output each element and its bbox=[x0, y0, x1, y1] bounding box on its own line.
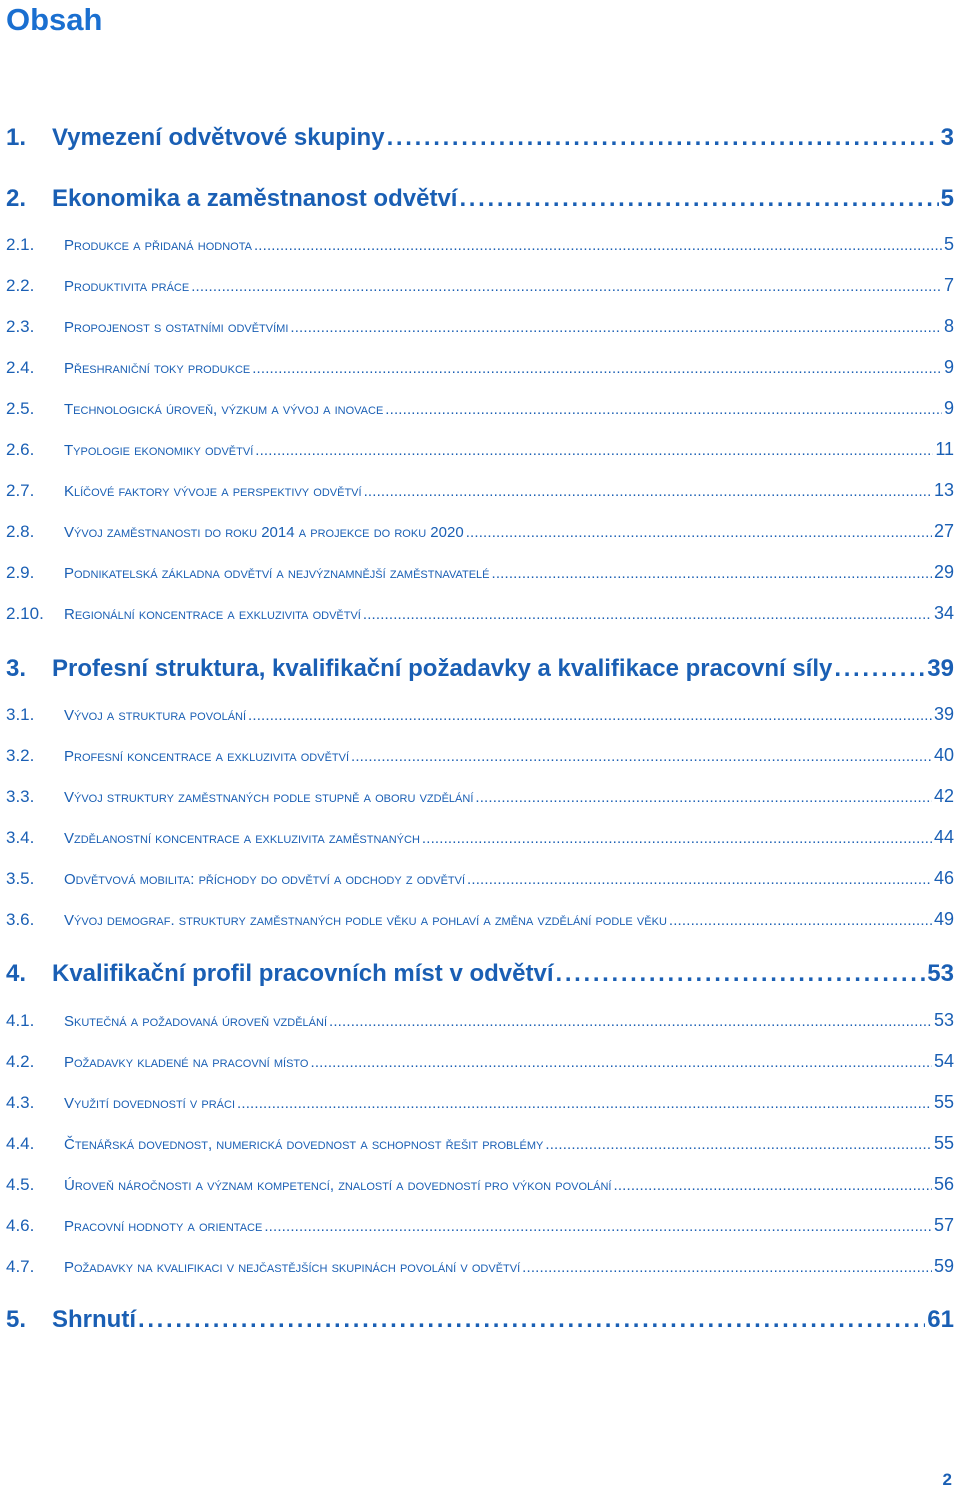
toc-dot-leader bbox=[475, 789, 932, 806]
toc-entry-number: 3.6. bbox=[6, 910, 35, 929]
toc-section-entry[interactable] bbox=[6, 521, 954, 545]
toc-section-entry[interactable] bbox=[6, 357, 954, 381]
toc-entry-title: Profesní struktura, kvalifikační požadavky a kvalifikace pracovní síly bbox=[52, 655, 833, 682]
toc-chapter-entry[interactable] bbox=[6, 960, 954, 994]
toc-entry-page: 39 bbox=[927, 655, 954, 682]
toc-dot-leader bbox=[613, 1177, 931, 1194]
toc-dot-leader bbox=[555, 960, 925, 988]
toc-entry-page: 5 bbox=[943, 234, 954, 254]
toc-entry-page: 8 bbox=[943, 316, 954, 336]
toc-dot-leader bbox=[248, 707, 932, 724]
toc-entry-title: Podnikatelská základna odvětví a nejvýznamnější zaměstnavatelé bbox=[64, 565, 490, 582]
toc-entry-number: 2. bbox=[6, 185, 27, 212]
toc-entry-number: 3.1. bbox=[6, 705, 35, 724]
toc-dot-leader bbox=[191, 278, 942, 295]
toc-entry-title: Typologie ekonomiky odvětví bbox=[64, 442, 254, 459]
toc-dot-leader bbox=[351, 748, 932, 765]
toc-entry-number: 2.3. bbox=[6, 317, 35, 336]
toc-entry-number: 3. bbox=[6, 655, 27, 682]
toc-section-entry[interactable] bbox=[6, 439, 954, 463]
toc-entry-page: 34 bbox=[933, 603, 954, 623]
toc-entry-page: 55 bbox=[933, 1133, 954, 1153]
toc-entry-title: Profesní koncentrace a exkluzivita odvětví bbox=[64, 748, 350, 765]
toc-entry-title: Kvalifikační profil pracovních míst v odvětví bbox=[52, 960, 554, 987]
toc-entry-page: 55 bbox=[933, 1092, 954, 1112]
toc-entry-page: 9 bbox=[943, 357, 954, 377]
toc-entry-title: Využití dovedností v práci bbox=[64, 1095, 236, 1112]
toc-entry-title: Shrnutí bbox=[52, 1306, 136, 1333]
toc-entry-number: 2.6. bbox=[6, 440, 35, 459]
toc-dot-leader bbox=[459, 185, 938, 213]
toc-entry-page: 46 bbox=[933, 868, 954, 888]
toc-entry-page: 3 bbox=[940, 124, 954, 151]
toc-entry-number: 3.5. bbox=[6, 869, 35, 888]
toc-entry-title: Produktivita práce bbox=[64, 278, 190, 295]
toc-entry-number: 2.10. bbox=[6, 604, 44, 623]
toc-section-entry[interactable] bbox=[6, 562, 954, 586]
toc-section-entry[interactable] bbox=[6, 398, 954, 422]
page-title: Obsah bbox=[6, 2, 103, 37]
toc-entry-number: 4.1. bbox=[6, 1011, 35, 1030]
toc-dot-leader bbox=[522, 1259, 932, 1276]
toc-entry-page: 54 bbox=[933, 1051, 954, 1071]
toc-entry-number: 4. bbox=[6, 960, 27, 987]
toc-section-entry[interactable] bbox=[6, 1051, 954, 1075]
toc-entry-title: Skutečná a požadovaná úroveň vzdělání bbox=[64, 1013, 328, 1030]
toc-dot-leader bbox=[364, 483, 932, 500]
toc-section-entry[interactable] bbox=[6, 1133, 954, 1157]
toc-entry-number: 3.3. bbox=[6, 787, 35, 806]
toc-entry-title: Vývoj a struktura povolání bbox=[64, 707, 247, 724]
toc-entry-number: 2.7. bbox=[6, 481, 35, 500]
toc-entry-page: 42 bbox=[933, 786, 954, 806]
toc-entry-page: 59 bbox=[933, 1256, 954, 1276]
toc-entry-page: 13 bbox=[933, 480, 954, 500]
toc-dot-leader bbox=[290, 319, 942, 336]
toc-section-entry[interactable] bbox=[6, 480, 954, 504]
toc-section-entry[interactable] bbox=[6, 316, 954, 340]
toc-entry-page: 9 bbox=[943, 398, 954, 418]
toc-entry-page: 39 bbox=[933, 704, 954, 724]
toc-dot-leader bbox=[834, 655, 925, 683]
toc-dot-leader bbox=[492, 565, 932, 582]
toc-dot-leader bbox=[237, 1095, 932, 1112]
toc-entry-page: 7 bbox=[943, 275, 954, 295]
toc-entry-number: 4.7. bbox=[6, 1257, 35, 1276]
toc-entry-title: Vzdělanostní koncentrace a exkluzivita zaměstnaných bbox=[64, 830, 420, 847]
toc-entry-number: 2.8. bbox=[6, 522, 35, 541]
toc-entry-number: 4.5. bbox=[6, 1175, 35, 1194]
toc-dot-leader bbox=[252, 360, 942, 377]
toc-entry-title: Vývoj zaměstnanosti do roku 2014 a projekce do roku 2020 bbox=[64, 524, 464, 541]
toc-dot-leader bbox=[545, 1136, 932, 1153]
toc-entry-page: 11 bbox=[935, 439, 954, 459]
toc-entry-title: Propojenost s ostatními odvětvími bbox=[64, 319, 289, 336]
toc-entry-title: Produkce a přidaná hodnota bbox=[64, 237, 252, 254]
toc-entry-page: 56 bbox=[933, 1174, 954, 1194]
toc-entry-page: 44 bbox=[933, 827, 954, 847]
toc-section-entry[interactable] bbox=[6, 827, 954, 851]
toc-dot-leader bbox=[329, 1013, 932, 1030]
toc-chapter-entry[interactable] bbox=[6, 655, 954, 689]
toc-entry-page: 61 bbox=[927, 1306, 954, 1333]
toc-entry-title: Regionální koncentrace a exkluzivita odvětví bbox=[64, 606, 361, 623]
toc-dot-leader bbox=[385, 401, 942, 418]
toc-entry-title: Vymezení odvětvové skupiny bbox=[52, 124, 385, 151]
toc-section-entry[interactable] bbox=[6, 909, 954, 933]
toc-entry-title: Požadavky na kvalifikaci v nejčastějších skupinách povolání v odvětví bbox=[64, 1259, 521, 1276]
page-number: 2 bbox=[942, 1470, 952, 1489]
toc-entry-number: 2.4. bbox=[6, 358, 35, 377]
toc-section-entry[interactable] bbox=[6, 868, 954, 892]
toc-chapter-entry[interactable] bbox=[6, 124, 954, 158]
toc-dot-leader bbox=[138, 1306, 925, 1334]
toc-entry-number: 2.9. bbox=[6, 563, 35, 582]
toc-section-entry[interactable] bbox=[6, 1256, 954, 1280]
toc-entry-page: 53 bbox=[927, 960, 954, 987]
toc-dot-leader bbox=[387, 124, 939, 152]
toc-dot-leader bbox=[669, 912, 932, 929]
toc-chapter-entry[interactable] bbox=[6, 185, 954, 219]
toc-section-entry[interactable] bbox=[6, 786, 954, 810]
toc-entry-number: 4.4. bbox=[6, 1134, 35, 1153]
toc-dot-leader bbox=[467, 871, 932, 888]
toc-section-entry[interactable] bbox=[6, 275, 954, 299]
toc-section-entry[interactable] bbox=[6, 1174, 954, 1198]
toc-section-entry[interactable] bbox=[6, 1092, 954, 1116]
toc-entry-title: Vývoj demograf. struktury zaměstnaných podle věku a pohlaví a změna vzdělání podle věku bbox=[64, 912, 667, 929]
toc-entry-title: Úroveň náročnosti a význam kompetencí, znalostí a dovedností pro výkon povolání bbox=[64, 1177, 612, 1194]
toc-entry-number: 2.1. bbox=[6, 235, 35, 254]
toc-entry-title: Čtenářská dovednost, numerická dovednost a schopnost řešit problémy bbox=[64, 1136, 544, 1153]
toc-section-entry[interactable] bbox=[6, 603, 954, 627]
toc-entry-page: 57 bbox=[933, 1215, 954, 1235]
toc-entry-page: 49 bbox=[933, 909, 954, 929]
toc-chapter-entry[interactable] bbox=[6, 1306, 954, 1340]
toc-section-entry[interactable] bbox=[6, 234, 954, 258]
toc-entry-number: 4.6. bbox=[6, 1216, 35, 1235]
toc-entry-page: 29 bbox=[933, 562, 954, 582]
toc-entry-title: Pracovní hodnoty a orientace bbox=[64, 1218, 263, 1235]
toc-entry-number: 3.2. bbox=[6, 746, 35, 765]
toc-section-entry[interactable] bbox=[6, 704, 954, 728]
toc-dot-leader bbox=[264, 1218, 932, 1235]
toc-entry-title: Požadavky kladené na pracovní místo bbox=[64, 1054, 309, 1071]
toc-dot-leader bbox=[310, 1054, 931, 1071]
toc-entry-page: 27 bbox=[933, 521, 954, 541]
toc-entry-number: 2.5. bbox=[6, 399, 35, 418]
toc-dot-leader bbox=[422, 830, 932, 847]
toc-dot-leader bbox=[255, 442, 933, 459]
toc-entry-title: Ekonomika a zaměstnanost odvětví bbox=[52, 185, 458, 212]
toc-dot-leader bbox=[363, 606, 932, 623]
toc-section-entry[interactable] bbox=[6, 745, 954, 769]
toc-dot-leader bbox=[466, 524, 932, 541]
toc-entry-title: Odvětvová mobilita: příchody do odvětví a odchody z odvětví bbox=[64, 871, 466, 888]
toc-entry-page: 5 bbox=[940, 185, 954, 212]
toc-dot-leader bbox=[254, 237, 942, 254]
toc-entry-title: Přeshraniční toky produkce bbox=[64, 360, 251, 377]
toc-entry-number: 4.3. bbox=[6, 1093, 35, 1112]
toc-entry-number: 5. bbox=[6, 1306, 27, 1333]
toc-section-entry[interactable] bbox=[6, 1215, 954, 1239]
toc-section-entry[interactable] bbox=[6, 1010, 954, 1034]
toc-entry-page: 53 bbox=[933, 1010, 954, 1030]
toc-entry-title: Klíčové faktory vývoje a perspektivy odvětví bbox=[64, 483, 362, 500]
toc-entry-number: 1. bbox=[6, 124, 27, 151]
toc-entry-title: Technologická úroveň, výzkum a vývoj a inovace bbox=[64, 401, 384, 418]
toc-entry-number: 3.4. bbox=[6, 828, 35, 847]
toc-entry-title: Vývoj struktury zaměstnaných podle stupně a oboru vzdělání bbox=[64, 789, 474, 806]
toc-entry-number: 4.2. bbox=[6, 1052, 35, 1071]
toc-entry-page: 40 bbox=[933, 745, 954, 765]
toc-entry-number: 2.2. bbox=[6, 276, 35, 295]
